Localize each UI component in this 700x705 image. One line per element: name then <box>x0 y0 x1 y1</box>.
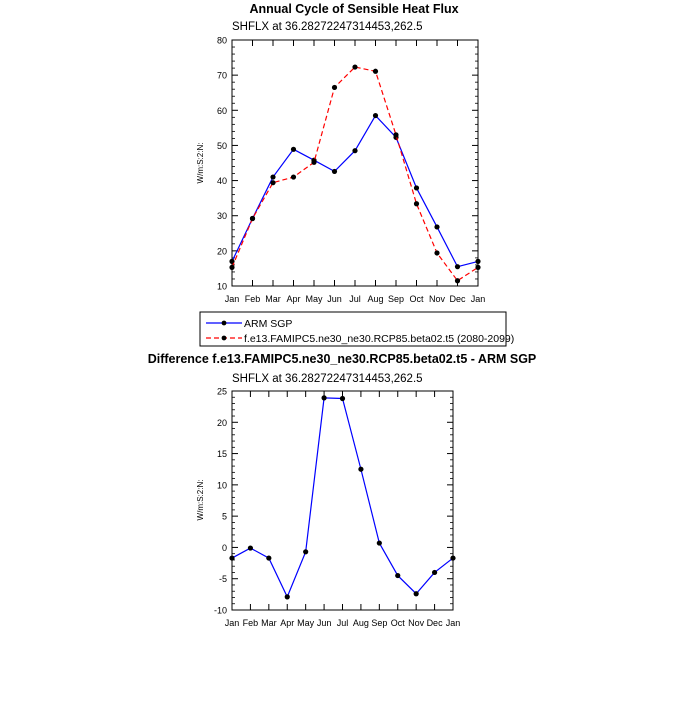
chart1-series-1-point <box>229 265 234 270</box>
chart1-series-0-point <box>291 147 296 152</box>
chart2-ytick-label: 5 <box>221 511 227 522</box>
chart1-series-1-point <box>270 180 275 185</box>
chart1-ytick-label: 40 <box>216 176 227 187</box>
chart1-ytick-label: 60 <box>216 105 227 116</box>
chart1-legend <box>200 312 514 346</box>
chart1-series-0-line <box>232 116 478 267</box>
chart1-series-1-point <box>393 132 398 137</box>
chart2-ytick-label: 10 <box>216 480 227 491</box>
chart1-series-1-line <box>232 67 478 281</box>
chart1-series-1-point <box>291 174 296 179</box>
legend-marker-model <box>222 336 227 341</box>
chart1-y-axis-label: W/m:S:2:N: <box>196 142 205 184</box>
chart1-xtick-label: Aug <box>367 294 384 304</box>
chart2-series-0-point <box>248 545 253 550</box>
chart2-xtick-label: Jan <box>445 618 461 628</box>
legend-label-arm-sgp: ARM SGP <box>244 318 293 330</box>
chart2-xtick-label: Aug <box>352 618 369 628</box>
chart2-series-0-point <box>377 540 382 545</box>
chart2-series-0-point <box>358 467 363 472</box>
chart1-plot-area <box>217 36 485 305</box>
chart1-series-1-point <box>455 278 460 283</box>
chart1-xtick-label: Jul <box>349 294 361 304</box>
chart2-xtick-label: May <box>297 618 315 628</box>
chart1-series-1-point <box>332 85 337 90</box>
chart1-xtick-label: Mar <box>265 294 281 304</box>
chart1-series-1-point <box>414 201 419 206</box>
chart2-xtick-label: Jun <box>316 618 332 628</box>
chart1-ytick-label: 80 <box>216 35 227 46</box>
chart1-xtick-label: Dec <box>449 294 466 304</box>
chart1-series-0-point <box>475 259 480 264</box>
chart2-xtick-label: Dec <box>426 618 443 628</box>
chart2-series-0-point <box>303 549 308 554</box>
chart1-series-0-point <box>332 169 337 174</box>
chart1-xtick-label: Apr <box>286 294 301 304</box>
chart2-y-axis-label: W/m:S:2:N: <box>196 479 205 521</box>
chart2-xtick-label: Feb <box>242 618 259 628</box>
chart1-series-1-point <box>250 216 255 221</box>
legend-marker-arm-sgp <box>222 321 227 326</box>
chart1-xtick-label: Jan <box>470 294 486 304</box>
chart2-series-0-point <box>450 555 455 560</box>
chart2-series-0-point <box>266 555 271 560</box>
chart1-series-1-point <box>352 64 357 69</box>
chart1-ytick-label: 50 <box>216 140 227 151</box>
chart2-series-0-line <box>232 398 453 597</box>
chart1-ytick-label: 10 <box>216 281 227 292</box>
chart1-frame <box>232 40 478 286</box>
chart2-xtick-label: Jul <box>336 618 349 628</box>
chart2-subtitle: SHFLX at 36.28272247314453,262.5 <box>232 373 423 385</box>
chart2-series-0-point <box>414 591 419 596</box>
chart2-frame <box>232 391 453 610</box>
chart2-series-0-point <box>321 395 326 400</box>
chart1-xtick-label: Jun <box>327 294 342 304</box>
chart1-ytick-label: 70 <box>216 70 227 81</box>
chart2-ytick-label: 20 <box>216 417 227 428</box>
chart2-xtick-label: Mar <box>261 618 277 628</box>
chart2-xtick-label: Nov <box>408 618 425 628</box>
chart1-series-1-point <box>475 265 480 270</box>
chart1-title: Annual Cycle of Sensible Heat Flux <box>249 2 459 16</box>
chart1-series-0-point <box>373 113 378 118</box>
chart1-series-1-point <box>434 250 439 255</box>
chart1-xtick-label: Sep <box>387 294 405 304</box>
chart1-ytick-label: 30 <box>216 211 227 222</box>
chart2-series-0-point <box>432 570 437 575</box>
chart2-ytick-label: 0 <box>221 542 227 553</box>
chart2-title: Difference f.e13.FAMIPC5.ne30_ne30.RCP85.beta02.t5 - ARM SGP <box>147 352 537 366</box>
chart1-xtick-label: Nov <box>428 294 446 304</box>
chart2-series-0-point <box>395 573 400 578</box>
chart1-series-1-point <box>311 160 316 165</box>
chart1-xtick-label: Jan <box>224 294 240 304</box>
chart2-plot-area <box>214 387 460 629</box>
chart2-xtick-label: Sep <box>371 618 388 628</box>
chart2-series-0-point <box>285 594 290 599</box>
chart1-xtick-label: May <box>305 294 323 304</box>
chart2-ytick-label: 25 <box>216 386 227 397</box>
chart1-xtick-label: Feb <box>244 294 261 304</box>
chart1-ytick-label: 20 <box>216 246 227 257</box>
chart1-subtitle: SHFLX at 36.28272247314453,262.5 <box>232 21 423 33</box>
chart2-xtick-label: Apr <box>280 618 295 628</box>
chart2-ytick-label: -10 <box>213 605 227 616</box>
chart2-xtick-label: Jan <box>224 618 240 628</box>
chart1-series-0-point <box>414 185 419 190</box>
chart1-series-1-point <box>373 69 378 74</box>
chart1-xtick-label: Oct <box>409 294 424 304</box>
chart2-series-0-point <box>229 555 234 560</box>
chart1-series-0-point <box>270 174 275 179</box>
legend-label-model: f.e13.FAMIPC5.ne30_ne30.RCP85.beta02.t5 (2080-2099) <box>244 333 515 345</box>
chart1-series-0-point <box>455 264 460 269</box>
chart2-xtick-label: Oct <box>390 618 405 628</box>
chart1-series-0-point <box>352 148 357 153</box>
chart1-series-0-point <box>434 224 439 229</box>
chart2-ytick-label: 15 <box>216 449 227 460</box>
chart2-series-0-point <box>340 396 345 401</box>
chart2-ytick-label: -5 <box>218 574 227 585</box>
